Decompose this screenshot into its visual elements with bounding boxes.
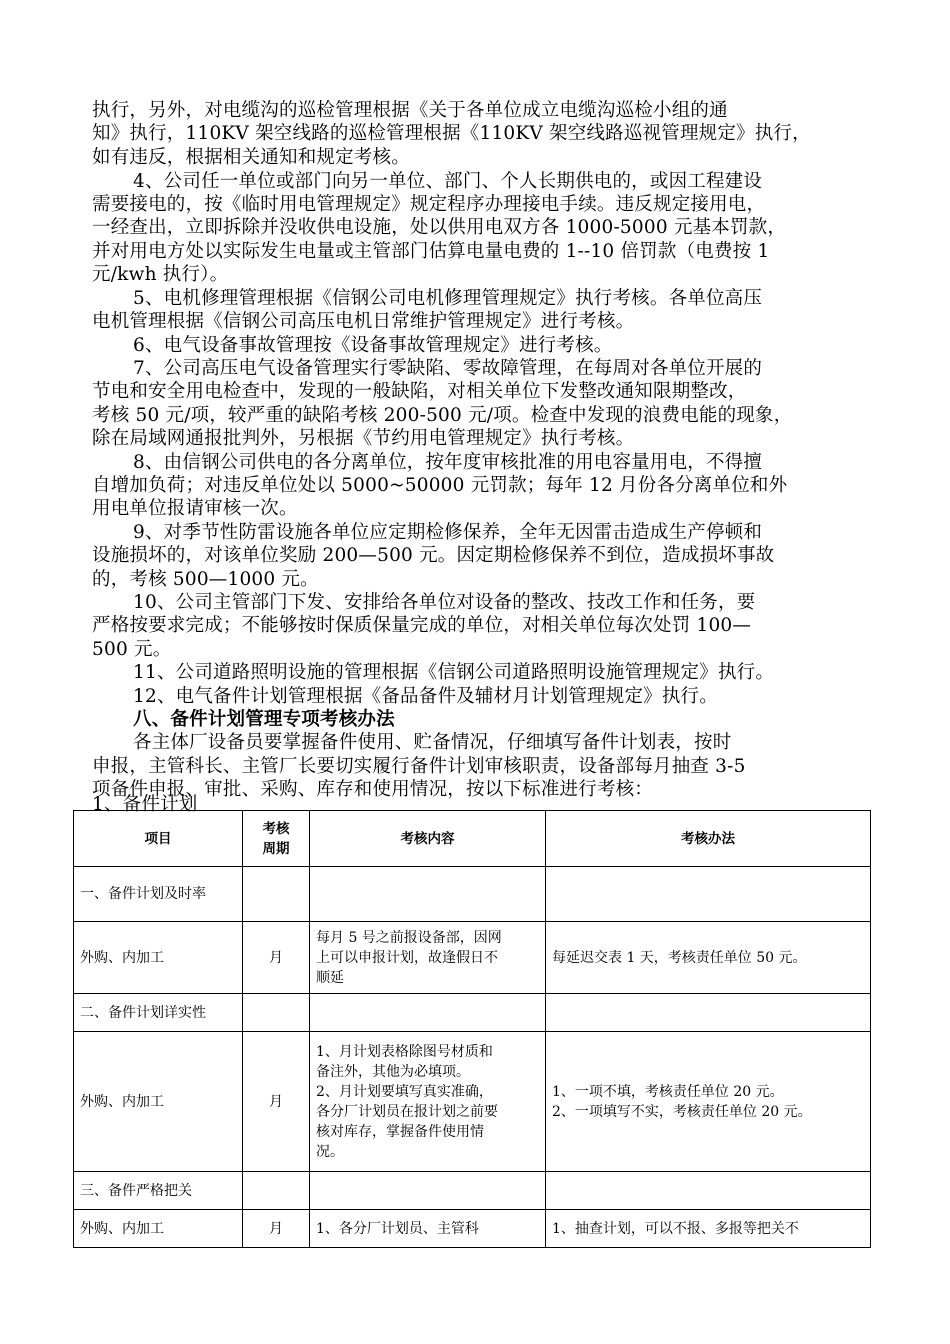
paragraph-line: 元/kwh 执行）。 bbox=[92, 264, 229, 285]
table-row bbox=[74, 922, 871, 994]
table-cell bbox=[546, 1172, 871, 1210]
table-cell bbox=[243, 994, 310, 1032]
paragraph-line: 4、公司任一单位或部门向另一单位、部门、个人长期供电的，或因工程建设 bbox=[133, 171, 763, 192]
table-cell: 每延迟交表 1 天，考核责任单位 50 元。 bbox=[546, 922, 871, 994]
table-row bbox=[74, 994, 871, 1032]
paragraph-line: 项备件申报、审批、采购、库存和使用情况，按以下标准进行考核： bbox=[92, 779, 654, 800]
paragraph-line: 用电单位报请审核一次。 bbox=[92, 498, 298, 519]
paragraph-line: 11、公司道路照明设施的管理根据《信钢公司道路照明设施管理规定》执行。 bbox=[133, 662, 775, 683]
table-cell: 1、各分厂计划员、主管科 bbox=[310, 1210, 546, 1248]
table-cell: 月 bbox=[243, 922, 310, 994]
table-cell: 1、抽查计划，可以不报、多报等把关不 bbox=[546, 1210, 871, 1248]
table-cell bbox=[310, 867, 546, 922]
table-cell: 一、备件计划及时率 bbox=[74, 867, 243, 922]
table-cell: 外购、内加工 bbox=[74, 922, 243, 994]
header-period: 考核 周期 bbox=[243, 811, 310, 867]
paragraph-line: 需要接电的，按《临时用电管理规定》规定程序办理接电手续。违反规定接用电， bbox=[92, 194, 766, 215]
table-cell: 1、月计划表格除图号材质和 备注外，其他为必填项。 2、月计划要填写真实准确， 各分厂计划员在报计划之前要 核对库存，掌握备件使用情 况。 bbox=[310, 1032, 546, 1172]
paragraph-line: 并对用电方处以实际发生电量或主管部门估算电量电费的 1--10 倍罚款（电费按 1 bbox=[92, 241, 770, 262]
header-method: 考核办法 bbox=[546, 811, 871, 867]
paragraph-line: 12、电气备件计划管理根据《备品备件及辅材月计划管理规定》执行。 bbox=[133, 686, 718, 707]
table-cell bbox=[546, 994, 871, 1032]
paragraph-line: 除在局域网通报批判外，另根据《节约用电管理规定》执行考核。 bbox=[92, 428, 635, 449]
table-cell bbox=[243, 867, 310, 922]
paragraph-line: 电机管理根据《信钢公司高压电机日常维护管理规定》进行考核。 bbox=[92, 311, 635, 332]
paragraph-line: 严格按要求完成；不能够按时保质保量完成的单位，对相关单位每次处罚 100— bbox=[92, 615, 752, 636]
paragraph-line: 如有违反，根据相关通知和规定考核。 bbox=[92, 147, 410, 168]
paragraph-line: 知》执行，110KV 架空线路的巡检管理根据《110KV 架空线路巡视管理规定》执行， bbox=[92, 123, 811, 144]
paragraph-line: 8、由信钢公司供电的各分离单位，按年度审核批准的用电容量用电，不得擅 bbox=[133, 452, 763, 473]
table-row bbox=[74, 1032, 871, 1172]
table-row bbox=[74, 867, 871, 922]
table-row bbox=[74, 1172, 871, 1210]
paragraph-line: 一经查出，立即拆除并没收供电设施，处以供用电双方各 1000-5000 元基本罚款， bbox=[92, 217, 787, 238]
paragraph-line: 的，考核 500—1000 元。 bbox=[92, 569, 319, 590]
paragraph-line: 6、电气设备事故管理按《设备事故管理规定》进行考核。 bbox=[133, 335, 613, 356]
table-cell: 三、备件严格把关 bbox=[74, 1172, 243, 1210]
table-cell: 外购、内加工 bbox=[74, 1210, 243, 1248]
paragraph-line: 节电和安全用电检查中，发现的一般缺陷，对相关单位下发整改通知限期整改， bbox=[92, 381, 747, 402]
paragraph-line: 自增加负荷；对违反单位处以 5000~50000 元罚款；每年 12 月份各分离单位和外 bbox=[92, 475, 788, 496]
paragraph-line: 9、对季节性防雷设施各单位应定期检修保养，全年无因雷击造成生产停顿和 bbox=[133, 522, 763, 543]
paragraph-line: 500 元。 bbox=[92, 639, 172, 660]
paragraph-line: 各主体厂设备员要掌握备件使用、贮备情况，仔细填写备件计划表，按时 bbox=[133, 732, 732, 753]
paragraph-line: 考核 50 元/项，较严重的缺陷考核 200-500 元/项。检查中发现的浪费电能的现象， bbox=[92, 405, 793, 426]
header-item: 项目 bbox=[74, 811, 243, 867]
table-cell: 月 bbox=[243, 1032, 310, 1172]
table-cell: 1、一项不填，考核责任单位 20 元。 2、一项填写不实，考核责任单位 20 元。 bbox=[546, 1032, 871, 1172]
section-heading: 八、备件计划管理专项考核办法 bbox=[133, 709, 395, 730]
spare-parts-assessment-table bbox=[73, 810, 871, 1248]
table-cell: 每月 5 号之前报设备部，因网 上可以申报计划，故逢假日不 顺延 bbox=[310, 922, 546, 994]
table-cell bbox=[310, 994, 546, 1032]
paragraph-line: 10、公司主管部门下发、安排给各单位对设备的整改、技改工作和任务，要 bbox=[133, 592, 756, 613]
table-cell bbox=[243, 1172, 310, 1210]
paragraph-line: 5、电机修理管理根据《信钢公司电机修理管理规定》执行考核。各单位高压 bbox=[133, 288, 763, 309]
table-row bbox=[74, 1210, 871, 1248]
table-header-row bbox=[74, 811, 871, 867]
paragraph-line: 执行，另外，对电缆沟的巡检管理根据《关于各单位成立电缆沟巡检小组的通 bbox=[92, 100, 728, 121]
table-cell bbox=[310, 1172, 546, 1210]
paragraph-line: 7、公司高压电气设备管理实行零缺陷、零故障管理，在每周对各单位开展的 bbox=[133, 358, 763, 379]
paragraph-line: 设施损坏的，对该单位奖励 200—500 元。因定期检修保养不到位，造成损坏事故 bbox=[92, 545, 775, 566]
header-content: 考核内容 bbox=[310, 811, 546, 867]
table-cell: 二、备件计划详实性 bbox=[74, 994, 243, 1032]
table-cell bbox=[546, 867, 871, 922]
subsection-heading: 1、备件计划 bbox=[92, 794, 198, 815]
table-cell: 外购、内加工 bbox=[74, 1032, 243, 1172]
paragraph-line: 申报，主管科长、主管厂长要切实履行备件计划审核职责，设备部每月抽查 3-5 bbox=[92, 756, 746, 777]
table-cell: 月 bbox=[243, 1210, 310, 1248]
